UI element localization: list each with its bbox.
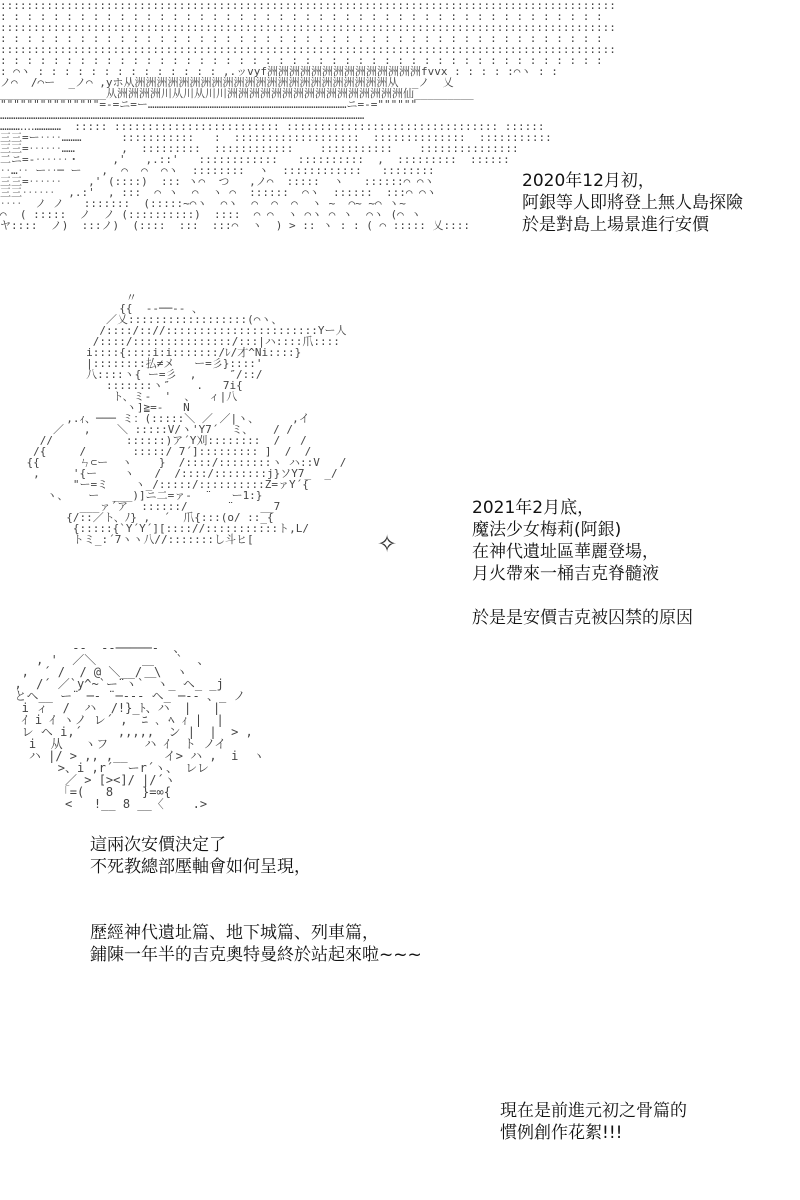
caption-line: 於是對島上場景進行安價 bbox=[522, 215, 709, 235]
caption-line: 阿銀等人即將登上無人島探險 bbox=[522, 193, 743, 213]
caption-line: 現在是前進元初之骨篇的 bbox=[500, 1101, 687, 1121]
magical-girl-art bbox=[0, 292, 360, 642]
caption-line: 月火帶來一桶吉克脊髓液 bbox=[472, 564, 659, 584]
caption-line: 不死教總部壓軸會如何呈現， bbox=[90, 857, 311, 877]
caption-scene1 bbox=[522, 170, 743, 236]
caption-line: 於是是安價吉克被囚禁的原因 bbox=[472, 608, 693, 628]
caption-scene3 bbox=[90, 834, 422, 966]
magical-girl-ascii: 〃 {{ -‐──‐- 、 ／乂::::::::::::::::::(⌒ヽ、 /::::/:://:::::::::::::::::::::::Yー人 /::::/:::::::::::::::/:::|ハ::::爪:::: i::::{::::i:i:::::::/ﾚ/才^Ni::::} |::::::::払≠メ ー=彡}::::' 八::::ヽ{ ー=彡 , ″/::/ :::::::ヽ″ . 7i{ ト、ミ- ' 、 ィ|八 ヽ]≧=- N ,.ｨ、─── ミ：(:::::＼ ／ ／|ヽ、 ,イ ／ , ＼ :::::V/ヽ'Y7´ ミ、 / / // ::::::)ア´Y刈:::::::: / / /{ / :::::/ 7´]::::::::: ] / / {{ ㄣ⊂ー ヽ } /::::/::::::::ヽ ハ::V / , '{ー ヽ / /::::/::::::::j}ソY7_ _/ "ー=ミ ヽ_/:::::/::::::::::Z=ァY´{ ヽ、 ー ___)]ニ二=ァ- ¨ ー1:} ___ァ´ア ::::::/ ¨ __7 {/::／ト、ﾉ} , ´ 爪{:::(o/ ::_{ {:::::{`Y´Y´][:::://:::::::::::ト,L/ トミ_:´7ヽヽ八//:::::::し斗ヒ[ bbox=[26, 291, 347, 546]
hat-character-ascii: -- ‐‐─────- 、 , ' ／＼ ` 、 , ´ / / @ ＼__/￣\ ヽ , /´ ／`y^~`ー¨ヽ`￣ヽ_ ヘ_ _j とヘ__ ー¨ ─‐ ¨─--- ヘ_ ─-- 、_ ノ i ィ / ハ /!}_ﾄ、ハ | | ｲ i ｲ ヽノ レ´ , ﾆ ､ ﾍ ｨ | | レ ヘ i,´ ,,,,, ン | | > , i 从 ヽフ ハ ｲ ト ノイ ハ |/ > ,, ,__ イ> ハ , i ヽ >、i ,r´ ーr´ヽ、 レレ ／ > [><]/ |/´ヽ 「=( 8 }=∞{ < !__ 8 __〈 .> bbox=[14, 641, 265, 811]
caption-line: 慣例創作花絮!!! bbox=[500, 1123, 623, 1143]
caption-line: 歷經神代遺址篇、地下城篇、列車篇， bbox=[90, 923, 379, 943]
caption-line: 2020年12月初， bbox=[522, 171, 655, 191]
sparkle-icon: ✧ bbox=[377, 530, 398, 558]
caption-line: 鋪陳一年半的吉克奧特曼終於站起來啦~~~ bbox=[90, 945, 422, 965]
caption-scene4 bbox=[500, 1100, 687, 1144]
landscape-ascii: ::::::::::::::::::::::::::::::::::::::::::::::::::::::::::::::::::::::::::::::::::::::::::::: : : : : : : : : : : : : : : : : : : : : : : : : : : : : : : : : : : : : : : : : : : : : : : ::::::::::::::::::::::::::::::::::::::::::::::::::::::::::::::::::::::::::::::::::::::::::::: : : : : : : : : : : : : : : : : : : : : : : : : : : : : : : : : : : : : : : : : : : : : : : ::::::::::::::::::::::::::::::::::::::::::::::::::::::::::::::::::::::::::::::::::::::::::::: : : : : : : : : : : : : : : : : : : : : : : : : : : : : : : : : : : : : : : : : : : : : : : : ⌒ヽ : : : : : : : : : : : : : : ,.ッvyf洲洲洲洲洲洲洲洲洲洲洲洲洲洲fvvx : : : : :⌒ヽ : : ノ⌒ /⌒ー _ノ⌒ ,yホ从洲洲洲洲洲洲洲洲洲洲洲洲洲洲洲洲洲洲洲洲洲洲洲从 _ノ 乂 ________________从洲洲洲洲川从川从川川洲洲洲洲洲洲洲洲洲洲洲洲洲洲洲洲仙_________ """""""""""""""=-=ニ=ー………………………………………………………………………………ニ=-="""""" ………………………………………………………………………………………………………………………………………………… ………‥‥………… ::::: ::::::::::::::::::::::::: :::::::::::::::::::::::::::::::: :::::: 三三=ー‥‥……… ::::::::::: : ::::::::::::::::::: :::::::::::::: ::::::::::: 三三=‥‥‥…… , ::::::::: :::::::::::: ::::::::::: ::::::::::::::: 二ニ=-‥‥‥・ ,' ,.::' :::::::::::: :::::::::: , ::::::::: :::::: ‥…‥ ー‥─ ー , ⌒ ⌒ ⌒ヽ :::::::: ヽ :::::::::::: :::::::: 三三=‥‥‥ ,' (::::) ::: ヽ⌒ つ ,ノ⌒ ::::: ヽ ::::::⌒ ⌒ヽ 三三‥‥‥ ,.:' , ::: ⌒ ヽ ⌒ ヽ ⌒ :::::: ⌒ヽ :::::: :::⌒ ⌒ヽ ‥‥ ノ ノ ::::::: (:::::~⌒ヽ ⌒ヽ ⌒ ⌒ ⌒ ヽ ~ ⌒~ ~⌒ ヽ~ ⌒ ( ::::: ノ ノ (::::::::::) :::: ⌒ ⌒ ヽ ⌒ヽ ⌒ ヽ ⌒ヽ (⌒ ヽ ヤ:::: ノ) :::ノ) (:::: ::: :::⌒ ヽ ) > :: ヽ : : ( ⌒ ::::: 乂:::: bbox=[0, 0, 616, 232]
caption-line: 魔法少女梅莉(阿銀) bbox=[472, 520, 622, 540]
caption-scene2 bbox=[472, 497, 693, 629]
caption-line: 這兩次安價決定了 bbox=[90, 835, 226, 855]
caption-line: 2021年2月底， bbox=[472, 498, 595, 518]
caption-line: 在神代遺址區華麗登場， bbox=[472, 542, 659, 562]
